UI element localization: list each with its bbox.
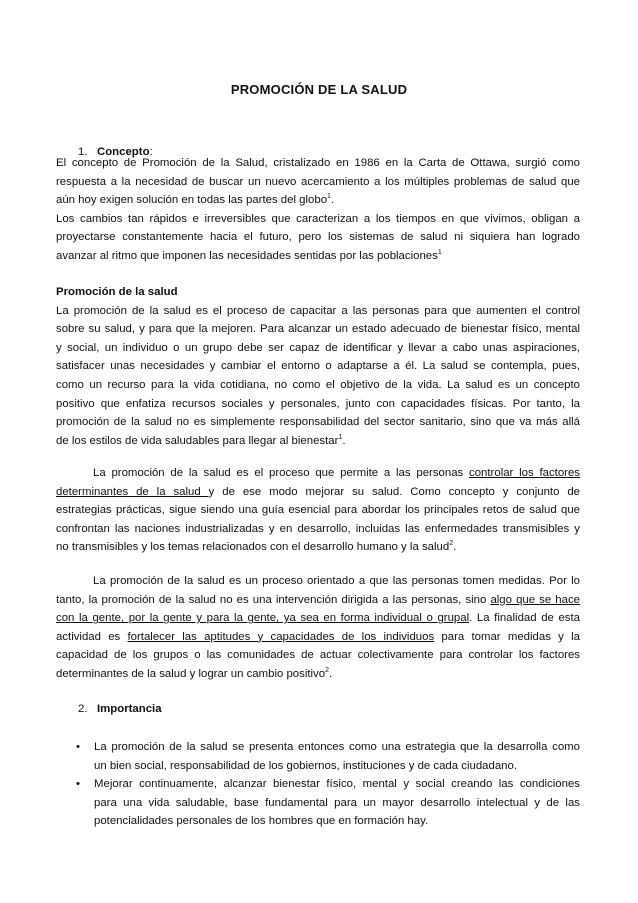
text-line: La promoción de la salud es el proceso de capacitar a las personas para que aumenten el control [56,304,580,317]
promocion-heading: Promoción de la salud [56,286,178,298]
paragraph-proceso [56,464,580,557]
text-line: de los estilos de vida saludables para llegar al bienestar$^1$. [56,433,346,447]
text-line: La promoción de la salud es el proceso que permite a las personas controlar los factores [93,467,581,479]
text-line: estrategias prácticas, sigue siendo una guía esencial para abordar los principales retos de salud que [56,504,580,517]
bullet-icon: • [76,778,80,791]
section-1-number: 1. [78,146,88,158]
text-line: La promoción de la salud se presenta entonces como una estrategia que la desarrolla como [94,741,580,753]
page-title: PROMOCIÓN DE LA SALUD [230,82,408,97]
text-line: determinantes de la salud y lograr un cambio positivo$^2$. [56,667,333,680]
text-line: aún hoy exigen solución en todas las partes del globo$^1$. [56,193,335,207]
text-line: confrontan las naciones industrializadas y en desarrollo, incluidas las enfermedades transmisibles y [56,522,580,535]
section-2-number: 2. [78,703,88,715]
text-line: actividad es fortalecer las aptitudes y capacidades de los individuos para tomar medidas y la [56,630,580,643]
text-line: sobre su salud, y para que la mejoren. Para alcanzar un estado adecuado de bienestar físico, mental [56,323,580,336]
text-line: tanto, la promoción de la salud no es una intervención dirigida a las personas, sino algo que se hace [56,593,580,606]
text-line: con la gente, por la gente y para la gente, ya sea en forma individual o grupal. La finalidad de esta [56,612,580,625]
text-line: positivo que enfatiza recursos sociales y personales, junto con capacidades físicas. Por tanto, la [56,397,580,410]
text-line: para una vida saludable, base fundamental para un mayor desarrollo intelectual y de las [94,796,580,809]
paragraph-orientado [56,572,580,684]
text-line: potencialidades personales de los hombres que en formación hay. [94,815,429,828]
section-1-title: Concepto [97,146,150,158]
text-line: y social, un individuo o un grupo debe ser capaz de identificar y llevar a cabo unas aspiraciones, [56,341,580,354]
paragraph-promocion [56,283,580,450]
text-line: un bien social, responsabilidad de los gobiernos, instituciones y de cada ciudadano. [94,759,517,772]
bullet-icon: • [76,741,80,753]
text-line: proyectarse constantemente hacia el futuro, pero los sistemas de salud ni siquiera han logrado [56,231,580,244]
section-1-colon: : [149,146,153,158]
text-line: satisfacer unas necesidades y cambiar el entorno o adaptarse a él. La salud se contempla, pues, [56,360,580,373]
text-line: promoción de la salud no es simplemente responsabilidad del sector sanitario, sino que va más allá [56,416,580,429]
text-line: Los cambios tan rápidos e irreversibles que caracterizan a los tiempos en que vivimos, obligan a [56,212,580,225]
text-line: respuesta a la necesidad de buscar un nuevo acercamiento a los múltiples problemas de salud que [56,175,580,188]
text-line: determinantes de la salud y de ese modo mejorar su salud. Como concepto y conjunto de [56,485,581,498]
list-item [76,738,580,775]
text-line: El concepto de Promoción de la Salud, cristalizado en 1986 en la Carta de Ottawa, surgió como [56,157,580,169]
text-line: avanzar al ritmo que imponen las necesidades sentidas por las poblaciones$^1$ [56,249,442,262]
text-line: no transmisibles y los temas relacionados con el desarrollo humano y la salud$^2$. [56,540,457,554]
list-item [76,775,580,831]
underlined-text: fortalecer las aptitudes y capacidades de los individuos [127,630,435,643]
underlined-text: algo que se hace [490,593,580,606]
section-2-heading [78,700,162,719]
bullet-list [76,738,580,831]
text-line: capacidad de los grupos o las comunidades de actuar colectivamente para controlar los factores [56,649,580,662]
underlined-text: controlar los factores [469,467,581,479]
text-line: La promoción de la salud es un proceso orientado a que las personas tomen medidas. Por lo [93,575,580,587]
paragraph-concept-1 [56,154,580,266]
section-2-title: Importancia [97,703,162,715]
underlined-text: con la gente, por la gente y para la gente, ya sea en forma individual o grupal [56,612,470,625]
text-line: Mejorar continuamente, alcanzar bienestar físico, mental y social creando las condiciones [94,778,580,791]
text-line: como un recurso para la vida cotidiana, no como el objetivo de la vida. La salud es un concepto [56,378,580,391]
underlined-text: determinantes de la salud [56,485,209,498]
